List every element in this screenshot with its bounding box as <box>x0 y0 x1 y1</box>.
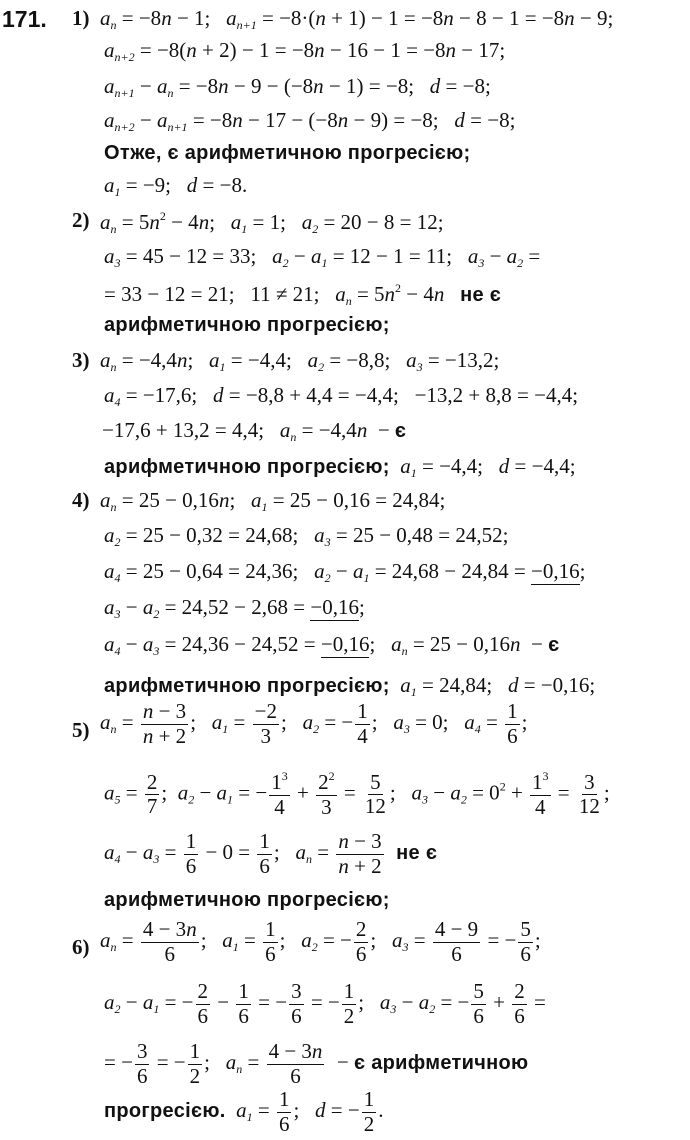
item-4-line-5: $a_4 - a_3 = 24,36 - 24,52 = -0,16$; $a_n = 25 - 0,16n - є$ <box>104 632 560 658</box>
item-3-line-1: $a_n = -4,4n$; $a_1 = -4,4$; $a_2 = -8,8$; $a_3 = -13,2$; <box>100 348 500 374</box>
item-4-line-3: $a_4 = 25 - 0,64 = 24,36$; $a_2 - a_1 = 24,68 - 24,84 = -0,16$; <box>104 559 586 585</box>
item-6-line-1: $a_n$ = $\frac{4 - 3n}{6}$ ; $a_1$ = $\frac{1}{6}$ ; $a_2$ = − $\frac{2}{6}$ ; $a_3$ = $\frac{4 - 9}{6}$ = − $\frac{5}{6}$ ; <box>100 917 541 966</box>
item-3-line-4: арифметичною прогресією; $a_1 = -4,4$; d = −4,4; <box>104 454 576 480</box>
item-2-line-2: $a_3 = 45 - 12 = 33$; $a_2 - a_1 = 12 - 1 = 11$; $a_3 - a_2$ = <box>104 244 541 270</box>
item-6-label: 6) <box>72 935 90 959</box>
item-1-line-2: $a_{n+2} = -8(n + 2) - 1 = -8n - 16 - 1 = -8n - 17$; <box>104 38 506 64</box>
item-2-line-3: = 33 − 12 = 21; 11 ≠ 21; $a_n = 5n^2 - 4n$ не є <box>104 281 502 308</box>
item-5-line-3: $a_4 - a_3$ = $\frac{1}{6}$ − 0 = $\frac{1}{6}$ ; $a_n$ = $\frac{n - 3}{n + 2}$ не є <box>104 829 438 878</box>
item-4-line-1: $a_n = 25 - 0,16n$; $a_1 = 25 - 0,16 = 24,84$; <box>100 488 446 514</box>
item-4-line-2: $a_2 = 25 - 0,32 = 24,68$; $a_3 = 25 - 0,48 = 24,52$; <box>104 523 509 549</box>
item-4-label: 4) <box>72 488 90 512</box>
item-1-answer: $a_1 = -9$; d = −8. <box>104 173 248 199</box>
item-5-conclusion: арифметичною прогресією; <box>104 889 390 911</box>
item-4-line-4: $a_3 - a_2 = 24,52 - 2,68 = -0,16$; <box>104 595 365 621</box>
item-4-line-6: арифметичною прогресією; $a_1 = 24,84$; d = −0,16; <box>104 673 596 699</box>
item-1-line-3: $a_{n+1} - a_n = -8n - 9 - (-8n - 1) = -8$; d = −8; <box>104 74 491 100</box>
item-5-line-2: $a_5$ = $\frac{2}{7}$ ; $a_2 - a_1$ = − $\frac{1^3}{4}$ + $\frac{2^2}{3}$ = $\frac{5}{12}$ ; $a_3 - a_2 = 0^2$ + $\frac{1^3}{4}$ = $\frac{3}{12}$ ; <box>104 769 610 819</box>
item-1-label: 1) <box>72 6 90 30</box>
item-3-line-3: −17,6 + 13,2 = 4,4; $a_n = -4,4n - є$ <box>102 418 407 444</box>
item-1-line-1: $a_n = -8n - 1$; $a_{n+1} = -8\cdot(n + 1) - 1 = -8n - 8 - 1 = -8n - 9$; <box>100 6 614 32</box>
item-2-conclusion: арифметичною прогресією; <box>104 314 390 336</box>
item-2-line-1: $a_n = 5n^2 - 4n$; $a_1 = 1$; $a_2 = 20 - 8 = 12$; <box>100 209 444 236</box>
item-6-line-4: прогресією. $a_1$ = $\frac{1}{6}$ ; d = − $\frac{1}{2}$ . <box>104 1087 384 1136</box>
item-5-line-1: $a_n$ = $\frac{n - 3}{n + 2}$ ; $a_1$ = $\frac{-2}{3}$ ; $a_2$ = − $\frac{1}{4}$ ; $a_3 = 0$; $a_4$ = $\frac{1}{6}$ ; <box>100 699 528 748</box>
item-3-line-2: $a_4 = -17,6$; d = −8,8 + 4,4 = −4,4; −13,2 + 8,8 = −4,4; <box>104 383 579 409</box>
item-1-conclusion: Отже, є арифметичною прогресією; <box>104 142 471 164</box>
item-3-label: 3) <box>72 348 90 372</box>
item-5-label: 5) <box>72 718 90 742</box>
item-6-line-2: $a_2 - a_1$ = − $\frac{2}{6}$ − $\frac{1}{6}$ = − $\frac{3}{6}$ = − $\frac{1}{2}$ ; $a_3 - a_2$ = − $\frac{5}{6}$ + $\frac{2}{6}$ = <box>104 979 546 1028</box>
problem-number: 171. <box>2 6 47 32</box>
item-1-line-4: $a_{n+2} - a_{n+1} = -8n - 17 - (-8n - 9) = -8$; d = −8; <box>104 108 516 134</box>
item-2-label: 2) <box>72 208 90 232</box>
item-6-line-3: = − $\frac{3}{6}$ = − $\frac{1}{2}$ ; $a_n$ = $\frac{4 - 3n}{6}$ − є арифметичною <box>104 1039 529 1088</box>
